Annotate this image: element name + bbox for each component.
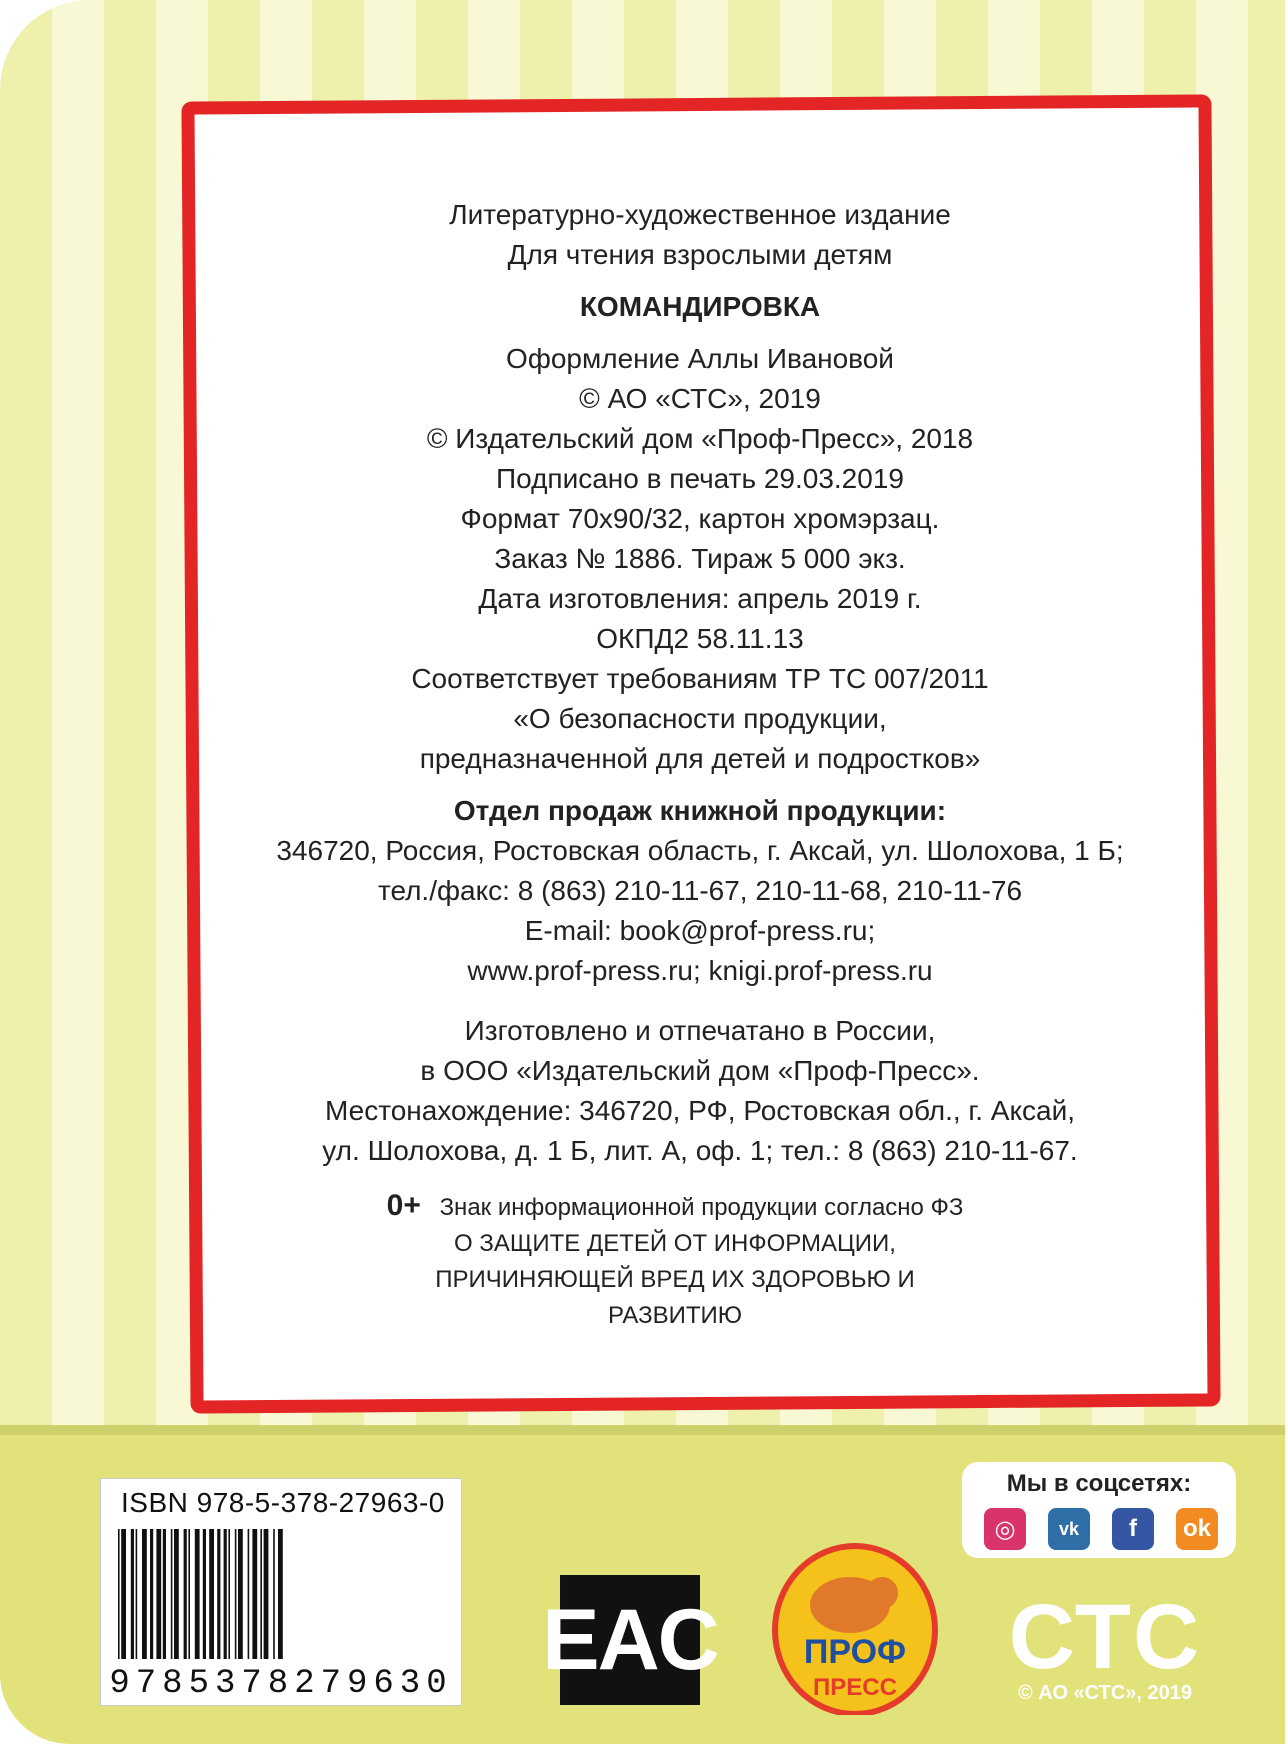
age-rating-line: Знак информационной продукции согласно ФЗ [439, 1194, 964, 1221]
logo-word-bottom: ПРЕСС [813, 1674, 897, 1701]
sales-line: тел./факс: 8 (863) 210-11-67, 210-11-68, 210-11-76 [377, 875, 1023, 906]
imprint-line: Заказ № 1886. Тираж 5 000 экз. [494, 543, 906, 574]
barcode-bar [260, 1529, 262, 1659]
facebook-icon[interactable]: f [1112, 1508, 1154, 1550]
instagram-icon[interactable]: ◎ [984, 1508, 1026, 1550]
social-icons [984, 1508, 1218, 1550]
barcode-bar [171, 1529, 173, 1659]
barcode-bar [195, 1529, 200, 1659]
barcode-bar [238, 1529, 243, 1659]
odnoklassniki-icon[interactable]: ok [1176, 1508, 1218, 1550]
imprint-line: Подписано в печать 29.03.2019 [496, 463, 904, 494]
barcode-bar [184, 1529, 187, 1659]
sales-line: www.prof-press.ru; knigi.prof-press.ru [467, 955, 933, 986]
manufacture-line: в ООО «Издательский дом «Проф-Пресс». [420, 1055, 980, 1086]
imprint-line: Оформление Аллы Ивановой [506, 343, 894, 374]
barcode-bar [121, 1529, 126, 1659]
age-rating-mark: 0+ [386, 1189, 421, 1222]
vk-icon[interactable]: vk [1048, 1508, 1090, 1550]
imprint-line: предназначенной для детей и подростков» [419, 743, 981, 774]
logo-word-top: ПРОФ [803, 1633, 907, 1671]
barcode-bar [163, 1529, 166, 1659]
barcode-bar [209, 1529, 214, 1659]
barcode-bar [131, 1529, 134, 1659]
barcode-bar [142, 1529, 147, 1659]
barcode-bar [228, 1529, 230, 1659]
imprint-line: Дата изготовления: апрель 2019 г. [478, 583, 922, 614]
manufacture-line: Изготовлено и отпечатано в России, [464, 1015, 936, 1046]
imprint-line: Соответствует требованиям ТР ТС 007/2011 [411, 663, 989, 694]
imprint-line: «О безопасности продукции, [513, 703, 887, 734]
imprint-text [200, 195, 1200, 1171]
sales-heading: Отдел продаж книжной продукции: [453, 795, 947, 826]
imprint-line: Формат 70x90/32, картон хромэрзац. [460, 503, 940, 534]
barcode-bar [224, 1529, 227, 1659]
book-title: КОМАНДИРОВКА [579, 291, 821, 322]
age-rating-line: О ЗАЩИТЕ ДЕТЕЙ ОТ ИНФОРМАЦИИ, [454, 1230, 896, 1257]
cat-head-icon [866, 1577, 898, 1609]
imprint-line: ОКПД2 58.11.13 [596, 623, 804, 654]
imprint-line: © Издательский дом «Проф-Пресс», 2018 [426, 423, 974, 454]
barcode-bars [116, 1529, 446, 1659]
isbn-number: ISBN 978-5-378-27963-0 [121, 1487, 445, 1518]
barcode-digits: 9785378279630 [109, 1665, 453, 1703]
imprint-line: Для чтения взрослыми детям [507, 239, 893, 270]
social-links-box [962, 1462, 1236, 1558]
imprint-line: Литературно-художественное издание [449, 199, 951, 230]
barcode-box [100, 1478, 462, 1706]
barcode-bar [252, 1529, 257, 1659]
imprint-line: © АО «СТС», 2019 [579, 383, 821, 414]
barcode-bar [188, 1529, 190, 1659]
barcode-bar [235, 1529, 237, 1659]
eac-mark: EAC [560, 1575, 700, 1705]
stc-logo: СТС [1008, 1586, 1202, 1688]
sales-line: E-mail: book@prof-press.ru; [524, 915, 876, 946]
barcode-bar [118, 1529, 120, 1659]
barcode-bar [203, 1529, 206, 1659]
barcode-bar [150, 1529, 153, 1659]
age-rating-line: ПРИЧИНЯЮЩЕЙ ВРЕД ИХ ЗДОРОВЬЮ И РАЗВИТИЮ [435, 1266, 915, 1329]
prof-press-logo [770, 1535, 940, 1715]
barcode-bar [136, 1529, 138, 1659]
barcode-bar [248, 1529, 250, 1659]
barcode-bar [273, 1529, 275, 1659]
barcode-bar [174, 1529, 179, 1659]
manufacture-line: ул. Шолохова, д. 1 Б, лит. А, оф. 1; тел.: 8 (863) 210-11-67. [322, 1135, 1078, 1166]
manufacture-line: Местонахождение: 346720, РФ, Ростовская обл., г. Аксай, [325, 1095, 1075, 1126]
barcode-bar [156, 1529, 161, 1659]
barcode-bar [278, 1529, 283, 1659]
barcode-bar [217, 1529, 220, 1659]
social-title: Мы в соцсетях: [1006, 1470, 1192, 1497]
stc-copyright: © АО «СТС», 2019 [1017, 1682, 1193, 1704]
barcode-bar [264, 1529, 269, 1659]
age-rating-block [385, 1188, 965, 1334]
sales-line: 346720, Россия, Ростовская область, г. Аксай, ул. Шолохова, 1 Б; [276, 835, 1124, 866]
